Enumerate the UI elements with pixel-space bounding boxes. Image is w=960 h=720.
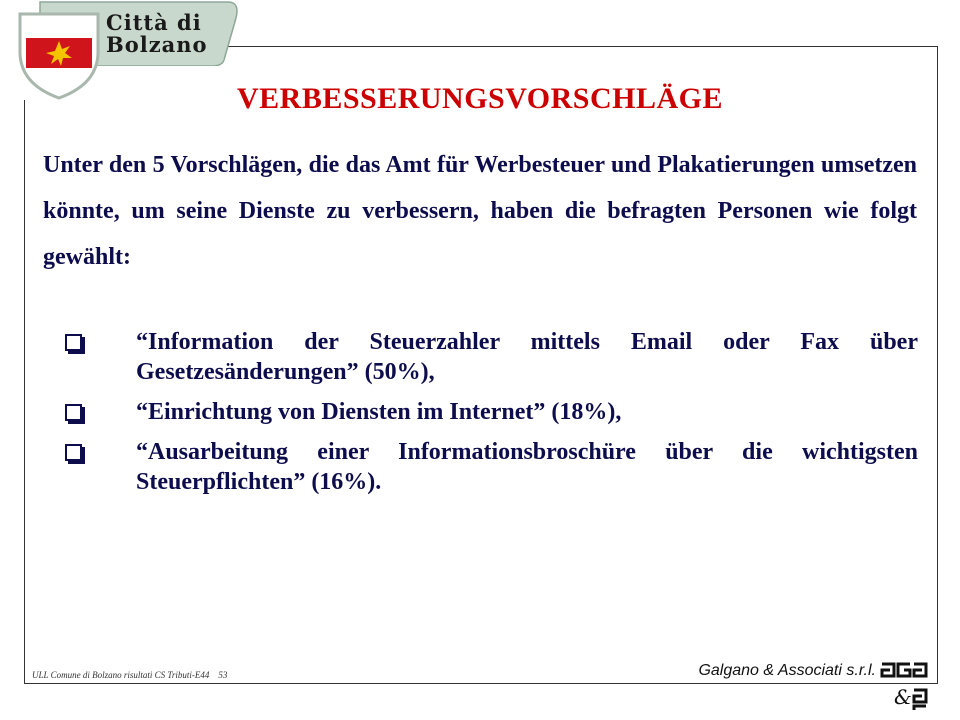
checkbox-bullet-icon xyxy=(65,404,82,421)
checkbox-bullet-icon xyxy=(65,334,82,351)
footer-source xyxy=(32,670,227,680)
bullet-text: “Ausarbeitung einer Informationsbroschüre über die wichtigsten Steuerpflichten” (16%). xyxy=(136,439,918,495)
bullet-item xyxy=(60,397,918,427)
intro-paragraph: Unter den 5 Vorschlägen, die das Amt für Werbesteuer und Plakatierungen umsetzen könnte, um seine Dienste zu verbessern, haben die befragten Personen wie folgt gewählt: xyxy=(43,152,917,270)
frame-line-bottom xyxy=(24,683,938,684)
city-name-line1: Città di xyxy=(106,10,202,35)
frame-line-top xyxy=(225,46,938,47)
frame-line-right xyxy=(937,46,938,684)
city-name-line2: Bolzano xyxy=(106,32,208,57)
bullet-text: “Information der Steuerzahler mittels Email oder Fax über Gesetzesänderungen” (50%), xyxy=(136,329,918,385)
frame-line-left xyxy=(24,100,25,684)
footer-company: Galgano & Associati s.r.l. xyxy=(698,662,876,679)
footer-source-text: ULL Comune di Bolzano risultati CS Tributi-E44 xyxy=(32,670,210,680)
slide-title: VERBESSERUNGSVORSCHLÄGE xyxy=(236,82,724,115)
page-number: 53 xyxy=(218,670,228,680)
checkbox-bullet-icon xyxy=(65,444,82,461)
bullet-item xyxy=(60,327,918,387)
bullet-list xyxy=(60,327,918,507)
company-logo-icon xyxy=(880,660,928,712)
city-name xyxy=(106,12,216,56)
svg-text:&: & xyxy=(894,685,912,709)
bullet-item xyxy=(60,437,918,497)
bullet-text: “Einrichtung von Diensten im Internet” (18%), xyxy=(136,399,622,425)
